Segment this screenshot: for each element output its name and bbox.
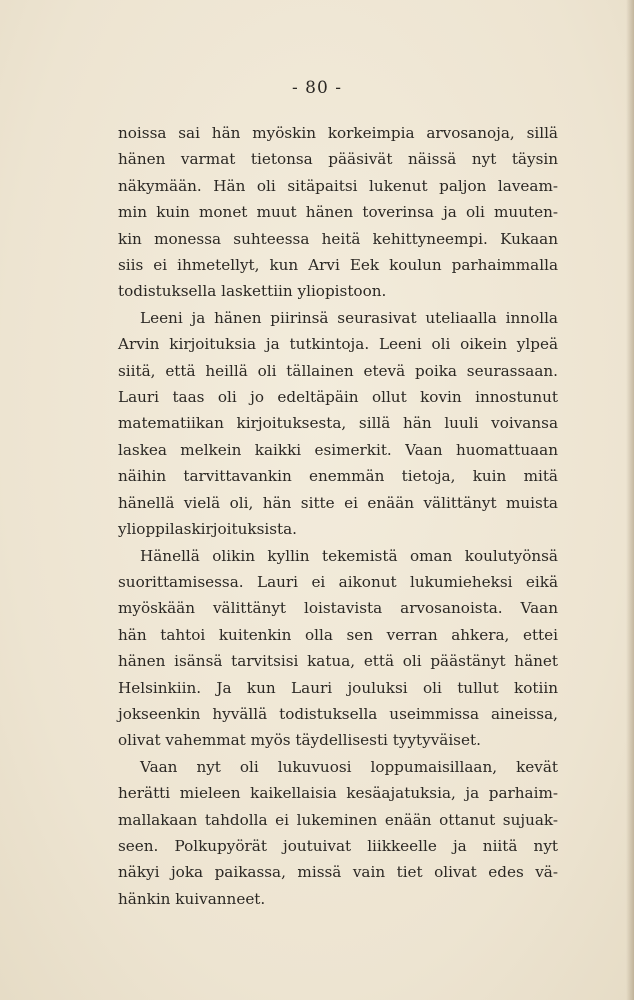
text-line: hänellä vielä oli, hän sitte ei enään välittänyt muista [118, 493, 558, 512]
text-line: hänkin kuivanneet. [118, 889, 266, 908]
text-line: näkymään. Hän oli sitäpaitsi lukenut paljon laveam- [118, 176, 558, 195]
text-line: näkyi joka paikassa, missä vain tiet olivat edes vä- [118, 863, 558, 882]
text-line: hänen varmat tietonsa pääsivät näissä nyt täysin [118, 150, 558, 169]
text-line: hän tahtoi kuitenkin olla sen verran ahkera, ettei [118, 625, 558, 644]
text-line: matematiikan kirjoituksesta, sillä hän luuli voivansa [118, 414, 558, 433]
text-line: min kuin monet muut hänen toverinsa ja oli muuten- [118, 203, 558, 222]
text-line: Hänellä olikin kyllin tekemistä oman koulutyönsä [140, 546, 558, 565]
text-line: laskea melkein kaikki esimerkit. Vaan huomattuaan [118, 440, 558, 459]
text-line: herätti mieleen kaikellaisia kesäajatuksia, ja parhaim- [118, 784, 558, 803]
text-line: olivat vahemmat myös täydellisesti tyytyväiset. [118, 731, 481, 750]
text-line: siis ei ihmetellyt, kun Arvi Eek koulun parhaimmalla [118, 256, 558, 275]
text-line: Vaan nyt oli lukuvuosi loppumaisillaan, kevät [140, 757, 558, 776]
text-line: hänen isänsä tarvitsisi katua, että oli päästänyt hänet [118, 652, 558, 671]
text-line: noissa sai hän myöskin korkeimpia arvosanoja, sillä [118, 124, 558, 142]
text-line: todistuksella laskettiin yliopistoon. [118, 282, 387, 301]
text-line: näihin tarvittavankin enemmän tietoja, kuin mitä [118, 467, 558, 486]
text-line: ylioppilaskirjoituksista. [118, 520, 297, 539]
text-line: Arvin kirjoituksia ja tutkintoja. Leeni oli oikein ylpeä [118, 335, 558, 354]
text-line: mallakaan tahdolla ei lukeminen enään ottanut sujuak- [118, 810, 558, 829]
text-line: siitä, että heillä oli tällainen etevä poika seurassaan. [118, 361, 558, 380]
page-number: - 80 - [292, 78, 342, 98]
text-line: kin monessa suhteessa heitä kehittyneempi. Kukaan [118, 229, 558, 248]
text-line: Lauri taas oli jo edeltäpäin ollut kovin innostunut [118, 388, 558, 407]
text-line: jokseenkin hyvällä todistuksella useimmissa aineissa, [118, 704, 558, 723]
text-line: suorittamisessa. Lauri ei aikonut lukumieheksi eikä [118, 572, 558, 591]
page-edge-shadow [626, 0, 634, 1000]
text-line: myöskään välittänyt loistavista arvosanoista. Vaan [118, 599, 558, 618]
text-line: Leeni ja hänen piirinsä seurasivat uteliaalla innolla [140, 308, 558, 327]
body-text [118, 120, 558, 912]
text-line: seen. Polkupyörät joutuivat liikkeelle ja niitä nyt [118, 836, 558, 855]
text-line: Helsinkiin. Ja kun Lauri jouluksi oli tullut kotiin [118, 678, 558, 697]
